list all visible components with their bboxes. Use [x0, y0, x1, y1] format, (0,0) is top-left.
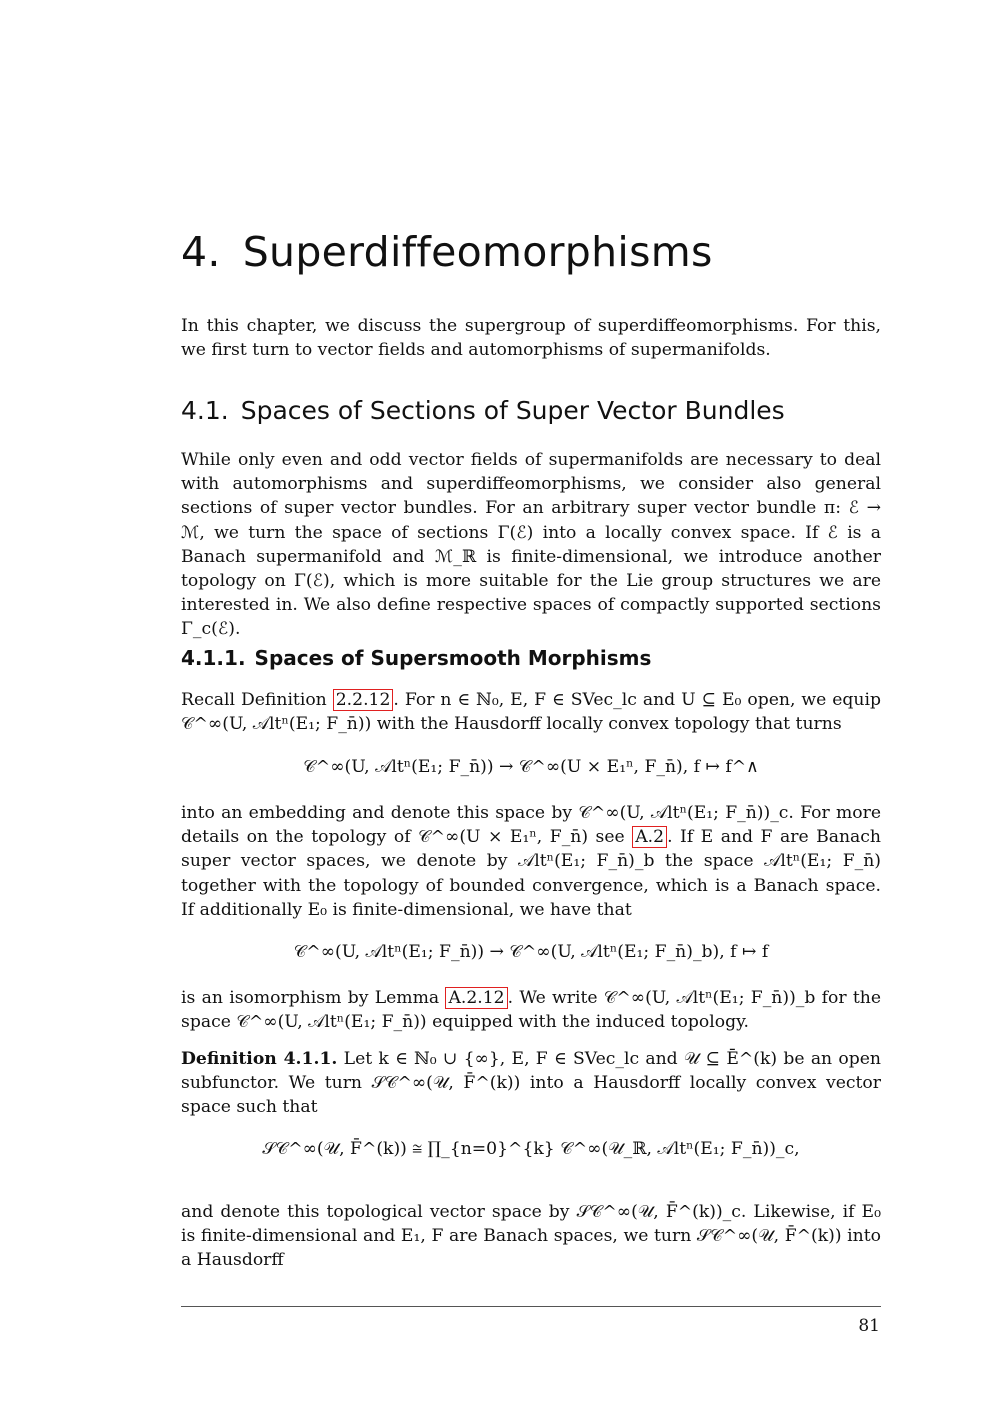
- p3-text-a: is an isomorphism by Lemma: [181, 988, 440, 1008]
- p1-text-a: Recall Definition: [181, 690, 327, 710]
- ref-appendix-a-2[interactable]: A.2: [632, 826, 667, 848]
- footer-rule: [181, 1306, 881, 1307]
- p3-text-b: . We write 𝒞^∞(U, 𝒜ltⁿ(E₁; F_n̄))_b for the space 𝒞^∞(U, 𝒜ltⁿ(E₁; F_n̄)) equipped with the induced topology.: [181, 988, 882, 1033]
- chapter-title-text: Superdiffeomorphisms: [242, 228, 713, 276]
- paragraph-isomorphism: [181, 986, 881, 1034]
- section-title: [181, 396, 785, 425]
- ref-lemma-a-2-12[interactable]: A.2.12: [445, 987, 507, 1009]
- subsection-title-text: Spaces of Supersmooth Morphisms: [254, 646, 652, 670]
- paragraph-recall-definition: [181, 688, 881, 736]
- intro-paragraph: In this chapter, we discuss the supergroup of superdiffeomorphisms. For this, we first turn to vector fields and automorphisms of supermanifolds.: [181, 316, 881, 361]
- section-number: 4.1.: [181, 396, 229, 425]
- ref-definition-2-2-12[interactable]: 2.2.12: [333, 689, 394, 711]
- subsection-title: [181, 646, 651, 670]
- equation-isomorphism: 𝒞^∞(U, 𝒜ltⁿ(E₁; F_n̄)) → 𝒞^∞(U, 𝒜ltⁿ(E₁; F_n̄)_b), f ↦ f: [293, 942, 769, 962]
- p1-text-b: . For n ∈ ℕ₀, E, F ∈ SVec_lc and U ⊆ E₀ open, we equip 𝒞^∞(U, 𝒜ltⁿ(E₁; F_n̄)) with the Hausdorff locally convex topology that turns: [181, 690, 881, 735]
- section-paragraph: While only even and odd vector fields of supermanifolds are necessary to deal with automorphisms and superdiffeomorphisms, we consider also general sections of super vector bundles. For an arbitrary super vector bundle π: ℰ → ℳ, we turn the space of sections Γ(ℰ) into a locally convex space. If ℰ is a Banach supermanifold and ℳ_ℝ is finite-dimensional, we introduce another topology on Γ(ℰ), which is more suitable for the Lie group structures we are interested in. We also define respective spaces of compactly supported sections Γ_c(ℰ).: [181, 450, 881, 640]
- definition-heading: Definition 4.1.1.: [181, 1049, 338, 1069]
- equation-product-decomposition: 𝒮𝒞^∞(𝒰, F̄^(k)) ≅ ∏_{n=0}^{k} 𝒞^∞(𝒰_ℝ, 𝒜ltⁿ(E₁; F_n̄))_c,: [262, 1139, 800, 1159]
- p2-text-b: . If E and F are Banach super vector spaces, we denote by 𝒜ltⁿ(E₁; F_n̄)_b the space 𝒜ltⁿ(E₁; F_n̄) together with the topology of bounded convergence, which is a Banach space. If additionally E₀ is finite-dimensional, we have that: [181, 827, 882, 920]
- subsection-number: 4.1.1.: [181, 646, 246, 670]
- section-title-text: Spaces of Sections of Super Vector Bundles: [240, 396, 785, 425]
- chapter-title: [181, 228, 713, 276]
- paragraph-topological-space: and denote this topological vector space by 𝒮𝒞^∞(𝒰, F̄^(k))_c. Likewise, if E₀ is finite-dimensional and E₁, F are Banach spaces, we turn 𝒮𝒞^∞(𝒰, F̄^(k)) into a Hausdorff: [181, 1202, 881, 1271]
- page-body: [181, 0, 881, 1414]
- paragraph-embedding: [181, 801, 881, 922]
- definition-text: Let k ∈ ℕ₀ ∪ {∞}, E, F ∈ SVec_lc and 𝒰 ⊆ Ē^(k) be an open subfunctor. We turn 𝒮𝒞^∞(𝒰, F̄^(k)) into a Hausdorff locally convex vector space such that: [181, 1049, 881, 1118]
- equation-embedding: 𝒞^∞(U, 𝒜ltⁿ(E₁; F_n̄)) → 𝒞^∞(U × E₁ⁿ, F_n̄), f ↦ f^∧: [303, 757, 759, 777]
- definition-4-1-1: [181, 1047, 881, 1120]
- chapter-number: 4.: [181, 228, 221, 276]
- p2-text-a: into an embedding and denote this space by 𝒞^∞(U, 𝒜ltⁿ(E₁; F_n̄))_c. For more details on the topology of 𝒞^∞(U × E₁ⁿ, F_n̄) see: [181, 803, 881, 848]
- page-number: 81: [858, 1316, 880, 1336]
